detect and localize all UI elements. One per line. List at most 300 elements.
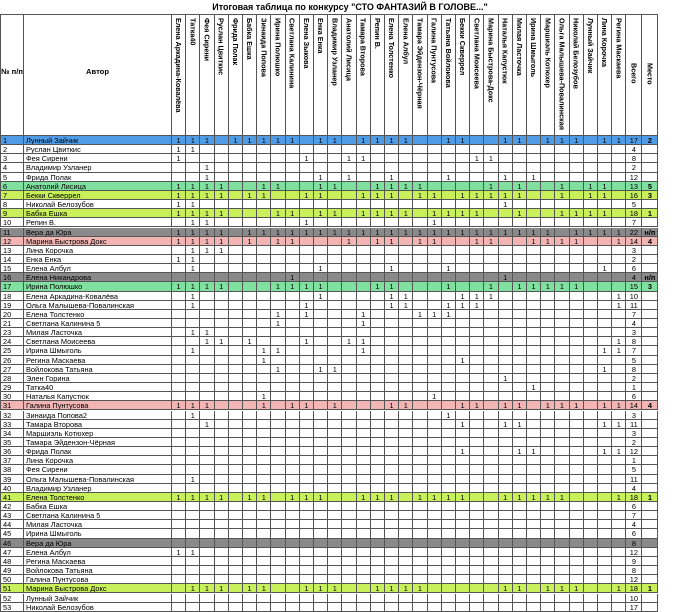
row-mark: 1 (172, 548, 186, 557)
row-number: 35 (0, 438, 24, 447)
row-mark (584, 539, 598, 548)
row-mark (328, 301, 342, 310)
row-mark (598, 465, 612, 474)
row-mark (598, 566, 612, 575)
row-number: 29 (0, 383, 24, 392)
row-mark (570, 191, 584, 200)
row-mark: 1 (328, 209, 342, 218)
row-mark: 1 (499, 374, 513, 383)
row-mark (243, 475, 257, 484)
row-mark: 1 (513, 182, 527, 191)
row-mark (413, 319, 427, 328)
row-mark (385, 356, 399, 365)
row-mark: 1 (300, 191, 314, 200)
row-mark: 1 (385, 173, 399, 182)
row-mark (470, 218, 484, 227)
row-mark (215, 548, 229, 557)
row-mark (442, 337, 456, 346)
row-mark (541, 420, 555, 429)
header-column (257, 14, 271, 136)
row-mark (513, 246, 527, 255)
row-mark (215, 511, 229, 520)
row-mark: 1 (200, 237, 214, 246)
row-mark (570, 310, 584, 319)
row-mark (357, 173, 371, 182)
row-mark (598, 310, 612, 319)
row-author: Милая Ласточка (24, 520, 172, 529)
row-mark (286, 456, 300, 465)
row-mark (300, 566, 314, 575)
row-mark (499, 237, 513, 246)
row-mark (286, 292, 300, 301)
row-mark (257, 173, 271, 182)
row-mark (243, 282, 257, 291)
row-mark (328, 163, 342, 172)
row-mark (286, 392, 300, 401)
row-mark (541, 218, 555, 227)
row-author: Светлана Калинина 5 (24, 511, 172, 520)
row-mark (612, 328, 626, 337)
row-mark (484, 392, 498, 401)
row-mark (442, 465, 456, 474)
row-mark: 1 (172, 200, 186, 209)
row-mark (470, 548, 484, 557)
row-mark (314, 520, 328, 529)
row-mark (428, 548, 442, 557)
row-mark (229, 539, 243, 548)
header-column-label: Татка40 (188, 18, 198, 46)
row-mark (598, 456, 612, 465)
header-column (612, 14, 626, 136)
row-mark (172, 465, 186, 474)
row-mark (243, 438, 257, 447)
row-mark (357, 520, 371, 529)
row-mark (555, 429, 569, 438)
row-mark (300, 438, 314, 447)
header-column-label: Ольга Малышева-Повалинская (557, 18, 567, 130)
row-mark (215, 154, 229, 163)
row-mark (499, 603, 513, 612)
row-mark (371, 392, 385, 401)
row-mark (342, 365, 356, 374)
row-mark (513, 557, 527, 566)
row-mark (413, 374, 427, 383)
row-mark (470, 420, 484, 429)
row-mark (357, 200, 371, 209)
row-mark: 1 (186, 136, 200, 145)
row-mark: 1 (200, 584, 214, 593)
row-mark (200, 301, 214, 310)
row-number: 38 (0, 465, 24, 474)
row-mark (527, 182, 541, 191)
row-number: 39 (0, 475, 24, 484)
row-mark (271, 264, 285, 273)
row-mark: 1 (598, 447, 612, 456)
row-total: 8 (626, 365, 642, 374)
row-mark (399, 429, 413, 438)
row-mark (257, 438, 271, 447)
row-mark: 1 (399, 292, 413, 301)
row-author: Бабка Ешка (24, 209, 172, 218)
row-mark: 1 (172, 493, 186, 502)
row-mark (413, 163, 427, 172)
row-mark (555, 365, 569, 374)
row-mark (399, 282, 413, 291)
row-mark (598, 438, 612, 447)
row-mark (399, 594, 413, 603)
row-mark: 1 (484, 292, 498, 301)
row-mark: 1 (399, 136, 413, 145)
row-mark: 1 (371, 493, 385, 502)
row-mark (513, 264, 527, 273)
row-number: 4 (0, 163, 24, 172)
row-mark (584, 292, 598, 301)
row-mark (612, 548, 626, 557)
row-total: 5 (626, 200, 642, 209)
row-mark: 1 (300, 401, 314, 410)
row-mark (598, 145, 612, 154)
row-mark (442, 511, 456, 520)
row-mark: 1 (200, 328, 214, 337)
row-mark: 1 (570, 401, 584, 410)
row-mark (300, 447, 314, 456)
row-mark (456, 182, 470, 191)
row-mark (200, 575, 214, 584)
row-mark (200, 475, 214, 484)
row-mark: 1 (385, 292, 399, 301)
row-mark: 1 (357, 310, 371, 319)
row-mark (541, 383, 555, 392)
row-mark: 1 (385, 191, 399, 200)
row-mark (357, 420, 371, 429)
header-column (541, 14, 555, 136)
row-mark (456, 365, 470, 374)
row-mark (328, 292, 342, 301)
row-mark (570, 392, 584, 401)
row-author: Ирина Шмыголь (24, 346, 172, 355)
row-mark (499, 548, 513, 557)
header-column (243, 14, 257, 136)
row-mark: 1 (357, 228, 371, 237)
row-mark (172, 301, 186, 310)
row-mark (570, 173, 584, 182)
row-mark (186, 484, 200, 493)
row-mark (371, 465, 385, 474)
row-mark (271, 575, 285, 584)
row-place (642, 163, 658, 172)
row-mark (484, 264, 498, 273)
row-number: 23 (0, 328, 24, 337)
row-mark: 1 (413, 182, 427, 191)
row-mark (499, 282, 513, 291)
row-mark (428, 566, 442, 575)
row-mark (229, 520, 243, 529)
row-mark (399, 520, 413, 529)
row-mark (229, 584, 243, 593)
row-mark (172, 484, 186, 493)
row-mark (570, 264, 584, 273)
row-mark (229, 200, 243, 209)
header-column-label: Елена Аркадина-Ковалёва (174, 18, 184, 113)
row-mark (584, 365, 598, 374)
row-mark (186, 163, 200, 172)
row-mark (413, 484, 427, 493)
row-mark (541, 575, 555, 584)
row-mark (314, 484, 328, 493)
row-mark: 1 (499, 200, 513, 209)
row-total: 2 (626, 438, 642, 447)
row-mark: 1 (470, 191, 484, 200)
row-mark (371, 566, 385, 575)
row-mark (342, 282, 356, 291)
row-author: Вера да Юра (24, 539, 172, 548)
row-mark (314, 557, 328, 566)
row-mark (271, 502, 285, 511)
row-mark (229, 484, 243, 493)
row-total: 6 (626, 502, 642, 511)
row-mark (357, 145, 371, 154)
row-mark (385, 557, 399, 566)
row-mark (215, 218, 229, 227)
row-mark (257, 255, 271, 264)
row-total: 2 (626, 374, 642, 383)
row-mark (456, 465, 470, 474)
row-mark (399, 493, 413, 502)
row-mark (257, 200, 271, 209)
row-mark (243, 154, 257, 163)
row-total: 17 (626, 603, 642, 612)
row-author: Енка Енка (24, 255, 172, 264)
row-mark: 1 (286, 237, 300, 246)
row-mark: 1 (385, 209, 399, 218)
row-mark (399, 246, 413, 255)
row-mark: 1 (598, 346, 612, 355)
row-mark (413, 218, 427, 227)
row-mark (513, 237, 527, 246)
row-mark: 1 (286, 401, 300, 410)
row-mark (399, 328, 413, 337)
row-mark (342, 292, 356, 301)
row-mark (243, 209, 257, 218)
row-mark (612, 566, 626, 575)
row-number: 30 (0, 392, 24, 401)
row-mark: 1 (527, 447, 541, 456)
row-mark (357, 429, 371, 438)
row-mark (456, 255, 470, 264)
row-mark (300, 237, 314, 246)
row-mark (442, 273, 456, 282)
row-mark (271, 456, 285, 465)
row-mark (499, 594, 513, 603)
row-total: 18 (626, 493, 642, 502)
header-column-label: Регина Маскаева (614, 18, 624, 79)
row-mark: 1 (541, 493, 555, 502)
row-author: Элен Горина (24, 374, 172, 383)
row-mark (371, 218, 385, 227)
row-mark (584, 401, 598, 410)
row-place (642, 594, 658, 603)
row-mark (570, 603, 584, 612)
row-mark: 1 (428, 237, 442, 246)
row-mark (357, 218, 371, 227)
row-number: 53 (0, 603, 24, 612)
row-mark (442, 319, 456, 328)
row-mark (527, 456, 541, 465)
row-mark (371, 356, 385, 365)
row-mark (229, 383, 243, 392)
row-mark (570, 319, 584, 328)
row-mark: 1 (314, 493, 328, 502)
row-mark (484, 520, 498, 529)
row-number: 50 (0, 575, 24, 584)
row-mark: 1 (371, 237, 385, 246)
header-column-label: Елена Албул (401, 18, 411, 65)
row-total: 17 (626, 136, 642, 145)
row-mark: 1 (300, 282, 314, 291)
row-mark (243, 392, 257, 401)
row-mark: 1 (243, 228, 257, 237)
row-mark (470, 319, 484, 328)
row-place (642, 475, 658, 484)
row-mark: 1 (200, 493, 214, 502)
row-mark: 1 (172, 255, 186, 264)
row-mark (286, 594, 300, 603)
row-mark (271, 420, 285, 429)
row-mark (413, 383, 427, 392)
row-mark (555, 273, 569, 282)
row-mark (314, 447, 328, 456)
row-mark (570, 594, 584, 603)
row-mark (300, 575, 314, 584)
row-mark (371, 310, 385, 319)
row-mark (570, 383, 584, 392)
row-mark: 1 (186, 246, 200, 255)
row-mark: 1 (328, 584, 342, 593)
row-mark (300, 346, 314, 355)
row-mark: 1 (200, 228, 214, 237)
row-mark (357, 529, 371, 538)
row-mark (413, 447, 427, 456)
row-mark (527, 557, 541, 566)
row-mark (229, 328, 243, 337)
row-mark (555, 218, 569, 227)
row-mark (385, 484, 399, 493)
row-mark (570, 301, 584, 310)
row-mark (456, 548, 470, 557)
header-column (186, 14, 200, 136)
row-mark: 1 (271, 310, 285, 319)
row-mark: 1 (300, 584, 314, 593)
row-mark (286, 301, 300, 310)
row-mark (229, 292, 243, 301)
row-mark (371, 154, 385, 163)
row-mark: 1 (598, 264, 612, 273)
row-mark (598, 411, 612, 420)
row-mark (584, 429, 598, 438)
row-mark (385, 154, 399, 163)
row-mark (172, 273, 186, 282)
row-place (642, 420, 658, 429)
row-mark (584, 136, 598, 145)
row-mark (413, 255, 427, 264)
row-mark (598, 383, 612, 392)
row-mark (527, 539, 541, 548)
row-mark (314, 200, 328, 209)
row-author: Марина Быстрова Докс (24, 584, 172, 593)
row-mark (399, 529, 413, 538)
row-total: 7 (626, 310, 642, 319)
row-mark (484, 575, 498, 584)
row-mark (541, 246, 555, 255)
row-mark (527, 292, 541, 301)
row-mark (570, 557, 584, 566)
row-mark (470, 465, 484, 474)
row-mark (314, 356, 328, 365)
row-mark (612, 173, 626, 182)
row-mark: 1 (342, 337, 356, 346)
row-mark: 1 (257, 584, 271, 593)
row-mark (456, 575, 470, 584)
row-place (642, 173, 658, 182)
row-mark (229, 420, 243, 429)
row-total: 10 (626, 594, 642, 603)
row-mark (598, 575, 612, 584)
row-mark (257, 383, 271, 392)
row-mark (385, 566, 399, 575)
row-mark: 1 (442, 228, 456, 237)
row-mark: 1 (612, 228, 626, 237)
row-place: 4 (642, 401, 658, 410)
row-mark (456, 374, 470, 383)
row-place: 1 (642, 493, 658, 502)
row-mark (186, 310, 200, 319)
row-mark: 1 (598, 182, 612, 191)
row-mark (413, 401, 427, 410)
row-mark (570, 511, 584, 520)
row-mark (172, 557, 186, 566)
row-total: 3 (626, 328, 642, 337)
row-mark (243, 411, 257, 420)
row-number: 3 (0, 154, 24, 163)
row-mark (328, 548, 342, 557)
row-mark (371, 337, 385, 346)
row-place (642, 319, 658, 328)
header-column (385, 14, 399, 136)
row-mark: 1 (314, 584, 328, 593)
row-mark (314, 346, 328, 355)
row-mark (286, 475, 300, 484)
row-mark (257, 218, 271, 227)
header-column-label: Фея Сирени (202, 18, 212, 62)
row-mark (200, 356, 214, 365)
row-mark (243, 456, 257, 465)
row-mark (399, 200, 413, 209)
row-mark (271, 356, 285, 365)
row-mark (328, 264, 342, 273)
row-mark (271, 511, 285, 520)
row-mark: 1 (470, 237, 484, 246)
row-mark (229, 356, 243, 365)
row-mark: 1 (300, 154, 314, 163)
row-mark (257, 557, 271, 566)
row-mark (555, 411, 569, 420)
row-mark (499, 346, 513, 355)
row-mark (456, 383, 470, 392)
row-mark (470, 511, 484, 520)
row-mark: 1 (513, 401, 527, 410)
row-mark (499, 154, 513, 163)
row-mark: 1 (186, 191, 200, 200)
